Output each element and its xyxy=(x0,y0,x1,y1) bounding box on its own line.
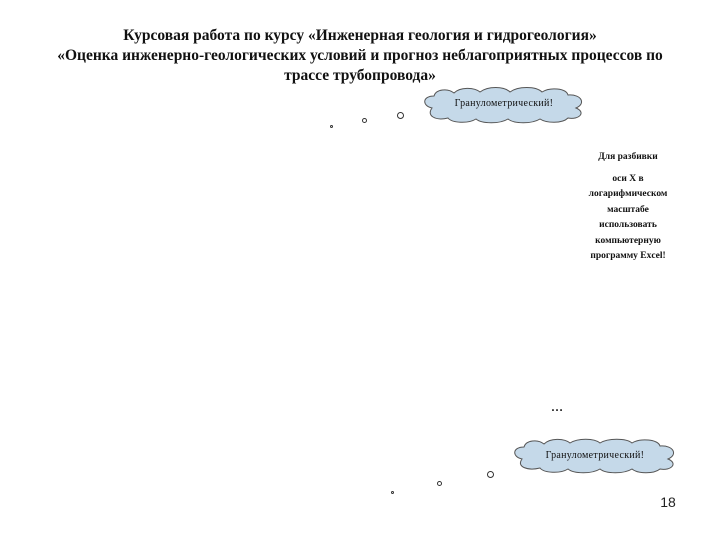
cloud-tail-bubble xyxy=(362,118,367,123)
thought-cloud-top xyxy=(418,86,590,124)
note-line: программу Excel! xyxy=(590,251,666,261)
cloud-tail-bubble xyxy=(397,112,404,119)
thought-cloud-bottom xyxy=(508,438,682,474)
cloud-tail-bubble xyxy=(391,491,394,494)
cloud-tail-bubble xyxy=(437,481,442,486)
slide-title xyxy=(20,26,700,86)
title-line-2: «Оценка инженерно-геологических условий и прогноз неблагоприятных процессов по xyxy=(57,47,663,64)
excel-note xyxy=(564,150,692,265)
title-line-1: Курсовая работа по курсу «Инженерная геология и гидрогеология» xyxy=(123,27,597,44)
cloud-tail-bubble xyxy=(330,125,333,128)
note-heading: Для разбивки xyxy=(598,152,658,162)
note-line: масштабе xyxy=(607,204,649,215)
title-line-3: трассе трубопровода» xyxy=(284,67,436,84)
cloud-label-top: Гранулометрический! xyxy=(454,98,554,109)
note-line: использовать xyxy=(599,220,657,230)
cloud-tail-bubble xyxy=(487,471,494,478)
page-number: 18 xyxy=(660,494,676,510)
note-line: компьютерную xyxy=(595,235,661,246)
ellipsis-mark: … xyxy=(551,400,564,414)
cloud-label-bottom: Гранулометрический! xyxy=(545,450,645,461)
note-line: оси Х в xyxy=(612,173,644,184)
note-line: логарифмическом xyxy=(588,189,668,199)
